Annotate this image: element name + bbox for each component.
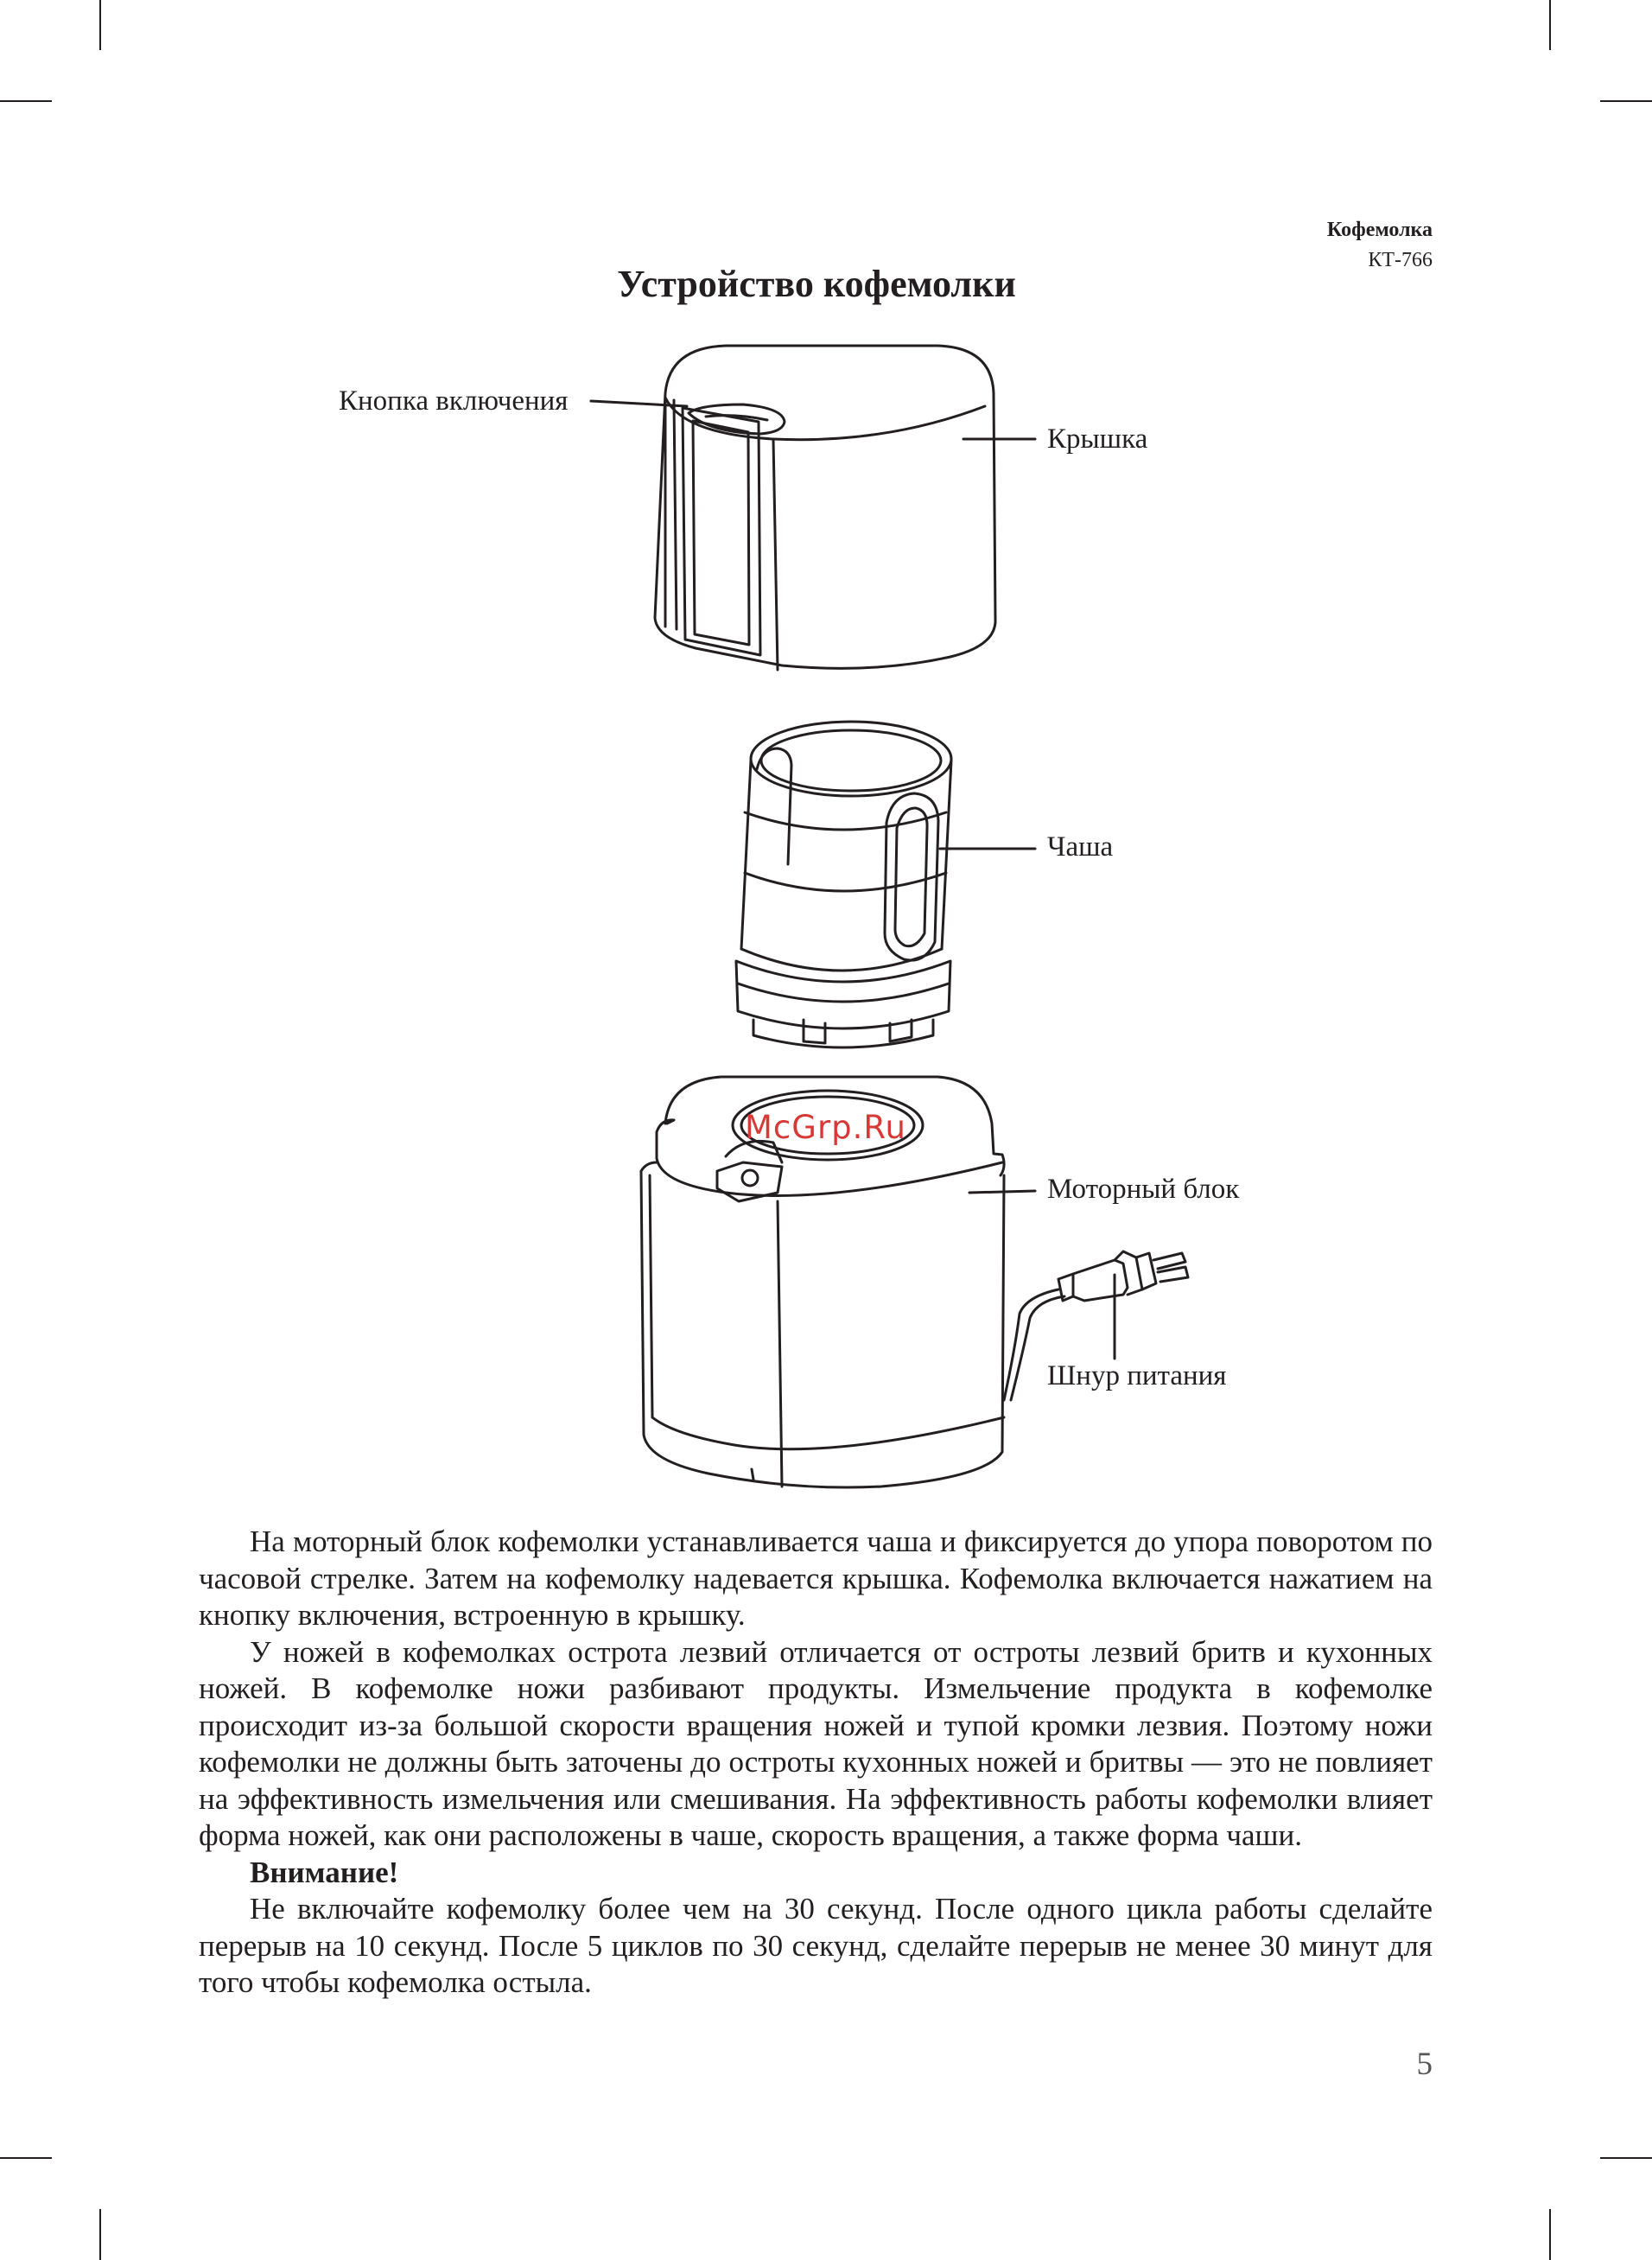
bowl-illustration — [736, 722, 951, 1047]
crop-mark — [0, 2157, 52, 2159]
page-title: Устройство кофемолки — [617, 263, 1016, 305]
leader-line — [969, 1191, 1035, 1193]
page-number: 5 — [1416, 2047, 1433, 2082]
watermark: McGrp.Ru — [745, 1109, 906, 1146]
header-model: КТ-766 — [1368, 249, 1433, 271]
warning-text: Не включайте кофемолку более чем на 30 секунд. После одного цикла работы сделайте перерыв на 10 секунд. После 5 циклов по 30 секунд, сделайте перерыв не менее 30 минут для того чтобы кофемолка остыла. — [199, 1892, 1433, 1999]
paragraph: На моторный блок кофемолки устанавливается чаша и фиксируется до упора поворотом по часовой стрелке. Затем на кофемолку надевается крышка. Кофемолка включается нажатием на кнопку включения, встроенную в крышку. — [199, 1525, 1433, 1632]
label-lid: Крышка — [1047, 423, 1148, 455]
warning-title: Внимание! — [250, 1855, 399, 1889]
crop-mark — [99, 2209, 101, 2260]
crop-mark — [1600, 2157, 1652, 2159]
body-text — [199, 1524, 1433, 2002]
label-motor-unit: Моторный блок — [1047, 1174, 1240, 1205]
label-power-button: Кнопка включения — [339, 385, 569, 417]
header-brand: Кофемолка — [1326, 219, 1433, 241]
paragraph: У ножей в кофемолках острота лезвий отличается от остроты лезвий бритв и кухонных ножей. В кофемолке ножи разбивают продукты. Измельчение продукта в кофемолке происходит из-за большой скорости вращения ножей и тупой кромки лезвия. Поэтому ножи кофемолки не должны быть заточены до остроты кухонных ножей и бритвы — это не повлияет на эффективность измельчения или смешивания. На эффективность работы кофемолки влияет форма ножей, как они расположены в чаше, скорость вращения, а также форма чаши. — [199, 1634, 1433, 1852]
crop-mark — [1549, 2209, 1551, 2260]
lid-illustration — [655, 346, 995, 670]
label-bowl: Чаша — [1047, 831, 1114, 863]
leader-line — [591, 401, 687, 406]
label-power-cord: Шнур питания — [1047, 1360, 1227, 1391]
